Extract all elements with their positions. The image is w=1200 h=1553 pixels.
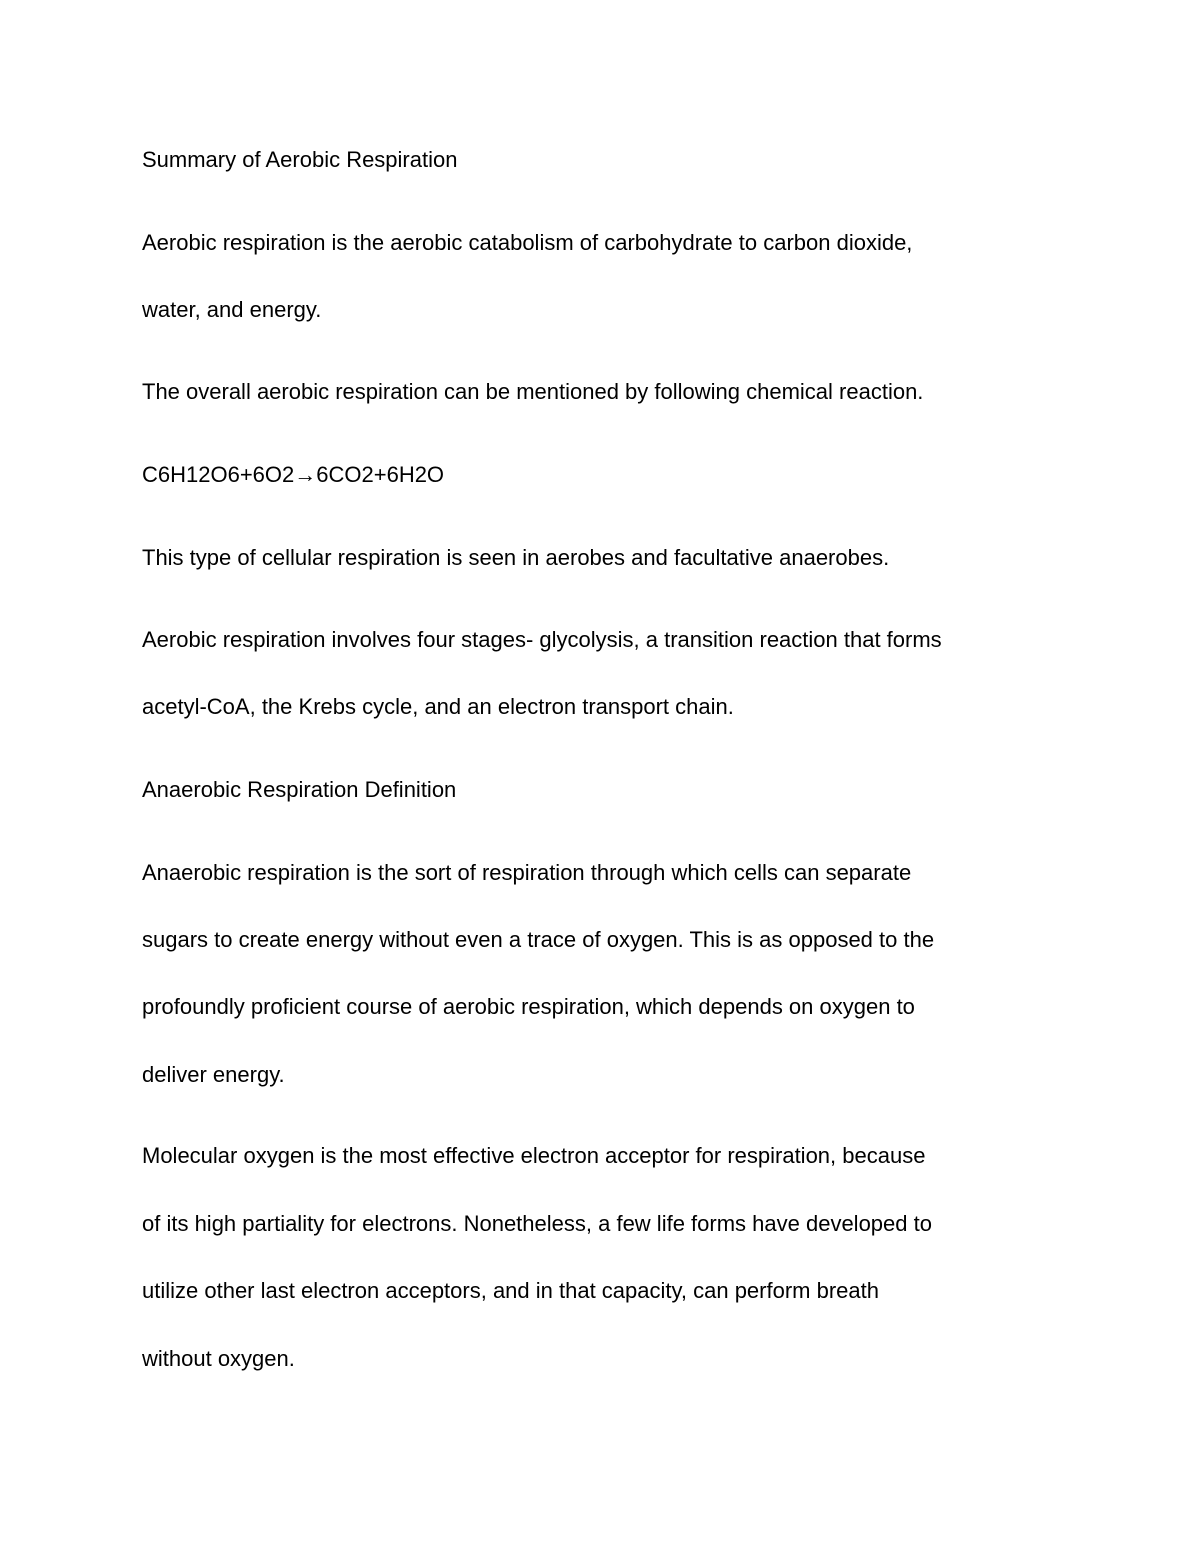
- chemical-equation: C6H12O6+6O2→6CO2+6H2O: [142, 462, 445, 487]
- paragraph-line: Aerobic respiration involves four stages- glycolysis, a transition reaction that forms: [142, 627, 942, 652]
- paragraph-line: Anaerobic respiration is the sort of respiration through which cells can separate: [142, 860, 912, 885]
- paragraph-line: deliver energy.: [142, 1062, 285, 1087]
- paragraph-line: The overall aerobic respiration can be mentioned by following chemical reaction.: [142, 379, 924, 404]
- heading-anaerobic-definition: Anaerobic Respiration Definition: [142, 777, 457, 802]
- heading-aerobic-summary: Summary of Aerobic Respiration: [142, 147, 458, 172]
- paragraph-line: water, and energy.: [142, 297, 322, 322]
- paragraph-line: utilize other last electron acceptors, and in that capacity, can perform breath: [142, 1278, 879, 1303]
- paragraph-line: without oxygen.: [142, 1346, 295, 1371]
- paragraph-line: Molecular oxygen is the most effective electron acceptor for respiration, because: [142, 1143, 926, 1168]
- paragraph-line: profoundly proficient course of aerobic respiration, which depends on oxygen to: [142, 994, 915, 1019]
- paragraph-line: of its high partiality for electrons. Nonetheless, a few life forms have developed to: [142, 1211, 932, 1236]
- paragraph-line: sugars to create energy without even a trace of oxygen. This is as opposed to the: [142, 927, 935, 952]
- paragraph-line: Aerobic respiration is the aerobic catabolism of carbohydrate to carbon dioxide,: [142, 230, 913, 255]
- paragraph-line: This type of cellular respiration is seen in aerobes and facultative anaerobes.: [142, 545, 890, 570]
- paragraph-line: acetyl-CoA, the Krebs cycle, and an electron transport chain.: [142, 694, 734, 719]
